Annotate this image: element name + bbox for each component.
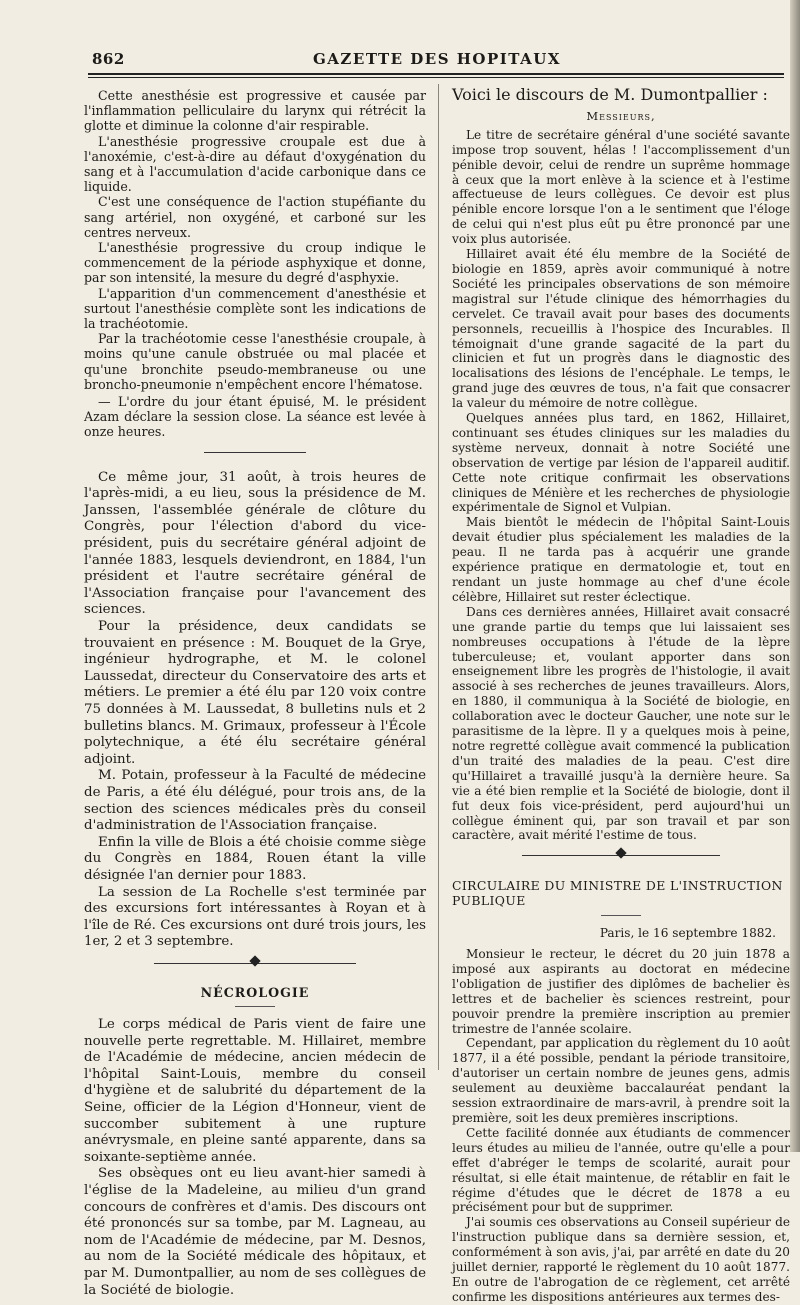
paragraph: L'anesthésie progressive croupale est due à l'anoxémie, c'est-à-dire au défaut d'oxygénation du sang et à l'accumulation d'acide carbonique dans ce liquide. bbox=[84, 133, 426, 195]
speech-intro: Voici le discours de M. Dumontpallier : bbox=[452, 85, 768, 104]
header-rule-thin bbox=[88, 77, 784, 78]
paragraph: Hillairet avait été élu membre de la Société de biologie en 1859, après avoir communiqué à notre Société les principales observations de son mémoire magistral sur l'étude clinique des hémorrhagies du cervelet. Ce travail avait pour bases des documents personnels, recueillis à l'hospice des Incurables. Il témoignait d'une grande sagacité de la part du clinicien et fut un progrès dans le diagnostic des localisations des lésions de l'encéphale. Le temps, le grand juge des œuvres de tous, n'a fait que consacrer la valeur du mémoire de notre collègue. bbox=[452, 247, 790, 411]
paragraph: L'anesthésie progressive du croup indique le commencement de la période asphyxique et donne, par son intensité, la mesure du degré d'asphyxie. bbox=[84, 240, 426, 286]
paragraph: Monsieur le recteur, le décret du 20 juin 1878 a imposé aux aspirants au doctorat en médecine l'obligation de justifier des diplômes de bachelier ès lettres et de bachelier ès sciences restreint, pour pouvoir prendre la première inscription au premier trimestre de l'année scolaire. bbox=[452, 947, 790, 1036]
binding-edge bbox=[790, 0, 800, 1152]
ornament-separator bbox=[84, 951, 426, 981]
paragraph: Pour la présidence, deux candidats se trouvaient en présence : M. Bouquet de la Grye, ingénieur hydrographe, et M. le colonel Laussedat, directeur du Conservatoire des arts et métiers. Le premier a été élu par 120 voix contre 75 données à M. Laussedat, 8 bulletins nuls et 2 bulletins blancs. M. Grimaux, professeur à l'École polytechnique, a été élu secrétaire général adjoint. bbox=[84, 619, 426, 767]
paragraph: Cependant, par application du règlement du 10 août 1877, il a été possible, pendant la période transitoire, d'autoriser un certain nombre de jeunes gens, admis seulement au deuxième baccalauréat pendant la session extraordinaire de mars-avril, à prendre soit la première, soit les deux premières inscriptions. bbox=[452, 1036, 790, 1125]
section-separator bbox=[84, 440, 426, 470]
paragraph: J'ai soumis ces observations au Conseil supérieur de l'instruction publique dans sa dernière session, et, conformément à son avis, j'ai, par arrêté en date du 20 juillet dernier, rapporté le règlement du 10 août 1877. En outre de l'abrogation de ce règlement, cet arrêté confirme les dispositions antérieures aux termes des- bbox=[452, 1215, 790, 1304]
paragraph: M. Potain, professeur à la Faculté de médecine de Paris, a été élu délégué, pour trois ans, de la section des sciences médicales près du conseil d'administration de l'Association française. bbox=[84, 768, 426, 834]
paragraph: Mais bientôt le médecin de l'hôpital Saint-Louis devait étudier plus spécialement les maladies de la peau. Il ne tarda pas à acquérir une grande expérience pratique en dermatologie et, tout en rendant un juste hommage au chef d'une école célèbre, Hillairet sut rester éclectique. bbox=[452, 515, 790, 604]
paragraph: Par la trachéotomie cesse l'anesthésie croupale, à moins qu'une canule obstruée ou mal placée et qu'une bronchite pseudo-membraneuse ou une broncho-pneumonie n'empêchent encore l'hématose. bbox=[84, 331, 426, 392]
right-column bbox=[452, 85, 790, 1305]
paragraph: Le corps médical de Paris vient de faire une nouvelle perte regrettable. M. Hillairet, membre de l'Académie de médecine, ancien médecin de l'hôpital Saint-Louis, membre du conseil d'hygiène et de salubrité du département de la Seine, officier de la Légion d'Honneur, vient de succomber subitement à une rupture anévrysmale, en pleine santé apparente, dans sa soixante-septième année. bbox=[84, 1017, 426, 1165]
paragraph: L'apparition d'un commencement d'anesthésie et surtout l'anesthésie complète sont les indications de la trachéotomie. bbox=[84, 285, 426, 332]
necrology-heading: NÉCROLOGIE bbox=[200, 984, 310, 1000]
salutation: Messieurs, bbox=[586, 108, 656, 123]
paragraph: — L'ordre du jour étant épuisé, M. le président Azam déclare la session close. La séance est levée à onze heures. bbox=[84, 394, 426, 440]
heading-rule bbox=[601, 915, 641, 916]
left-column bbox=[84, 88, 426, 1299]
paragraph: La session de La Rochelle s'est terminée par des excursions fort intéressantes à Royan et à l'île de Ré. Ces excursions ont duré trois jours, les 1er, 2 et 3 septembre. bbox=[84, 884, 426, 950]
paragraph: Ce même jour, 31 août, à trois heures de l'après-midi, a eu lieu, sous la présidence de M. Janssen, l'assemblée générale de clôture du Congrès, pour l'élection d'abord du vice-président, puis du secrétaire général adjoint de l'année 1883, lesquels deviendront, en 1884, l'un président et l'autre secrétaire général de l'Association française pour l'avancement des sciences. bbox=[84, 469, 426, 618]
paragraph: Dans ces dernières années, Hillairet avait consacré une grande partie du temps que lui laissaient ses nombreuses occupations à l'étude de la lèpre tuberculeuse; et, voulant apporter dans son enseignement libre les progrès de l'histologie, il avait associé à ses recherches de jeunes travailleurs. Alors, en 1880, il communiqua à la Société de biologie, en collaboration avec le docteur Gaucher, une note sur le parasitisme de la lèpre. Il y a quelques mois à peine, notre regretté collègue avait commencé la publication d'un traité des maladies de la peau. C'est dire qu'Hillairet a travaillé jusqu'à la dernière heure. Sa vie a été bien remplie et la Société de biologie, dont il fut deux fois vice-président, perd aujourd'hui un collègue éminent qui, par son travail et par son caractère, avait mérité l'estime de tous. bbox=[452, 604, 790, 843]
paragraph: Quelques années plus tard, en 1862, Hillairet, continuant ses études cliniques sur les maladies du système nerveux, donnait à notre Société une observation de vertige par lésion de l'appareil auditif. Cette note critique confirmait les observations cliniques de Ménière et les recherches de physiologie expérimentale de Signol et Vulpian. bbox=[452, 411, 790, 515]
circular-heading: CIRCULAIRE DU MINISTRE DE L'INSTRUCTION PUBLIQUE bbox=[452, 878, 783, 909]
circular-date: Paris, le 16 septembre 1882. bbox=[599, 926, 776, 941]
ornament-separator bbox=[452, 843, 790, 873]
paragraph: Le titre de secrétaire général d'une société savante impose trop souvent, hélas ! l'accomplissement d'un pénible devoir, celui de rendre un suprême hommage à ceux que la mort enlève à la science et à l'estime affectueuse de leurs collègues. Ce devoir est plus pénible encore lorsque l'on a le sentiment que l'éloge de celui qui n'est plus eût pu être prononcé par une voix plus autorisée. bbox=[452, 127, 790, 247]
paragraph: C'est une conséquence de l'action stupéfiante du sang artériel, non oxygéné, et carboné sur les centres nerveux. bbox=[84, 194, 426, 240]
paragraph: Cette facilité donnée aux étudiants de commencer leurs études au milieu de l'année, outre qu'elle a pour effet d'abréger le temps de scolarité, aurait pour résultat, si elle était maintenue, de rétablir en fait le régime d'études que le décret de 1878 a eu précisément pour but de supprimer. bbox=[452, 1125, 790, 1215]
paragraph: Cette anesthésie est progressive et causée par l'inflammation pelliculaire du larynx qui rétrécit la glotte et diminue la colonne d'air respirable. bbox=[84, 88, 426, 134]
heading-rule bbox=[235, 1006, 275, 1007]
header-rule-thick bbox=[88, 73, 784, 75]
paragraph: Ses obsèques ont eu lieu avant-hier samedi à l'église de la Madeleine, au milieu d'un grand concours de confrères et d'amis. Des discours ont été prononcés sur sa tombe, par M. Lagneau, au nom de l'Académie de médecine, par M. Desnos, au nom de la Société médicale des hôpitaux, et par M. Dumontpallier, au nom de ses collègues de la Société de biologie. bbox=[84, 1166, 426, 1298]
paragraph: Enfin la ville de Blois a été choisie comme siège du Congrès en 1884, Rouen étant la ville désignée l'an dernier pour 1883. bbox=[84, 834, 426, 883]
page-number: 862 bbox=[92, 50, 125, 68]
page-header bbox=[84, 50, 790, 70]
column-divider bbox=[438, 84, 439, 1070]
journal-title: GAZETTE DES HOPITAUX bbox=[312, 50, 561, 68]
